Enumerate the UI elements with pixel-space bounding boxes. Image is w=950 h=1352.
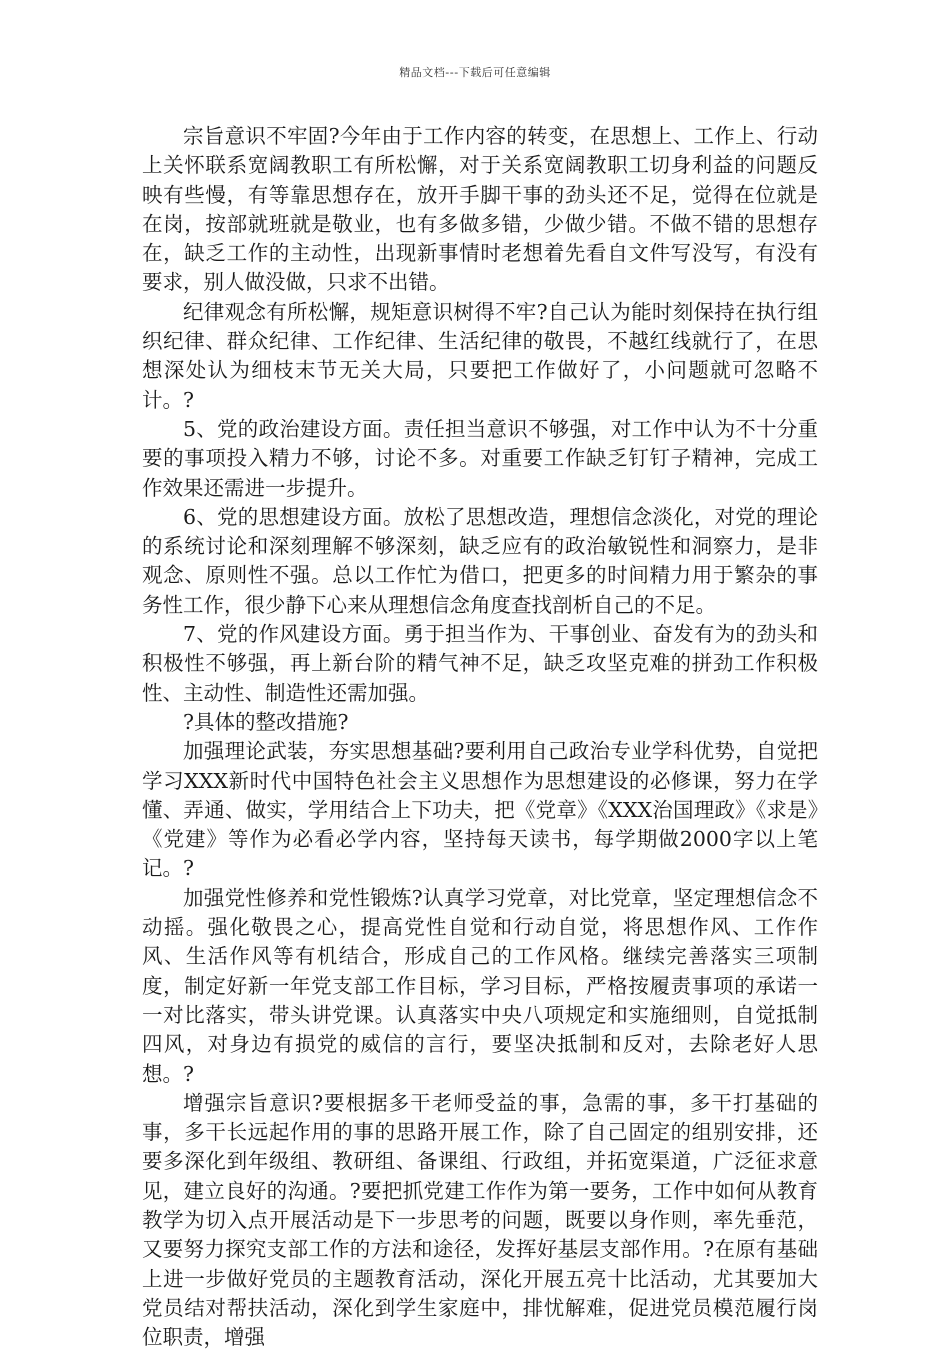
- paragraph-political-building: 5、党的政治建设方面。责任担当意识不够强，对工作中认为不十分重要的事项投入精力不够，讨论不多。对重要工作缺乏钉钉子精神，完成工作效果还需进一步提升。: [142, 416, 818, 500]
- paragraph-style-building: 7、党的作风建设方面。勇于担当作为、干事创业、奋发有为的劲头和积极性不够强，再上新台阶的精气神不足，缺乏攻坚克难的拼劲工作积极性、主动性、制造性还需加强。: [142, 622, 818, 705]
- paragraph-party-spirit: 加强党性修养和党性锻炼?认真学习党章，对比党章，坚定理想信念不动摇。强化敬畏之心，提高党性自觉和行动自觉，将思想作风、工作作风、生活作风等有机结合，形成自己的工作风格。继续完善落实三项制度，制定好新一年党支部工作目标，学习目标，严格按履责事项的承诺一一对比落实，带头讲党课。认真落实中央八项规定和实施细则，自觉抵制四风，对身边有损党的威信的言行，要坚决抵制和反对，去除老好人思想。?: [142, 885, 818, 1086]
- paragraph-ideological-building: 6、党的思想建设方面。放松了思想改造，理想信念淡化，对党的理论的系统讨论和深刻理解不够深刻，缺乏应有的政治敏锐性和洞察力，是非观念、原则性不强。总以工作忙为借口，把更多的时间精力用于繁杂的事务性工作，很少静下心来从理想信念角度查找剖析自己的不足。: [142, 504, 818, 617]
- paragraph-purpose-awareness: 宗旨意识不牢固?今年由于工作内容的转变，在思想上、工作上、行动上关怀联系宽阔教职工有所松懈，对于关系宽阔教职工切身利益的问题反映有些慢，有等靠思想存在，放开手脚干事的劲头还不足，觉得在位就是在岗，按部就班就是敬业，也有多做多错，少做少错。不做不错的思想存在，缺乏工作的主动性，出现新事情时老想着先看自文件写没写，有没有要求，别人做没做，只求不出错。: [142, 124, 818, 295]
- paragraph-purpose-strengthening: 增强宗旨意识?要根据多干老师受益的事，急需的事，多干打基础的事，多干长远起作用的事的思路开展工作，除了自己固定的组别安排，还要多深化到年级组、教研组、备课组、行政组，并拓宽渠道，广泛征求意见，建立良好的沟通。?要把抓党建工作作为第一要务，工作中如何从教育教学为切入点开展活动是下一步思考的问题，既要以身作则，率先垂范，又要努力探究支部工作的方法和途径，发挥好基层支部作用。?在原有基础上进一步做好党员的主题教育活动，深化开展五亮十比活动，尤其要加大党员结对帮扶活动，深化到学生家庭中，排忧解难，促进党员模范履行岗位职责，增强: [142, 1090, 818, 1350]
- paragraph-discipline: 纪律观念有所松懈，规矩意识树得不牢?自己认为能时刻保持在执行组织纪律、群众纪律、工作纪律、生活纪律的敬畏，不越红线就行了，在思想深处认为细枝末节无关大局，只要把工作做好了，小问题就可忽略不计。?: [142, 299, 818, 412]
- section-heading-measures: ?具体的整改措施?: [183, 709, 349, 734]
- document-body: [142, 122, 818, 1352]
- page-header: 精品文档---下载后可任意编辑: [399, 66, 551, 79]
- paragraph-theory-study: 加强理论武装，夯实思想基础?要利用自己政治专业学科优势，自觉把学习XXX新时代中国特色社会主义思想作为思想建设的必修课，努力在学懂、弄通、做实，学用结合上下功夫，把《党章》《XXX治国理政》《求是》《党建》等作为必看必学内容，坚持每天读书，每学期做2000字以上笔记。?: [142, 739, 818, 881]
